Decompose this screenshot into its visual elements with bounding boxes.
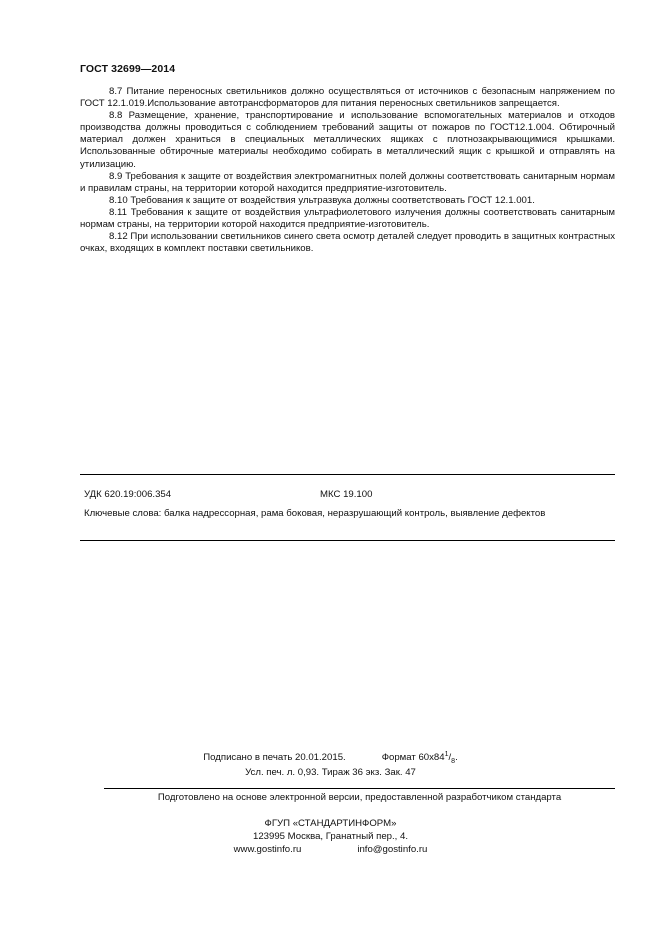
- document-header: ГОСТ 32699—2014: [80, 63, 176, 75]
- publisher-contacts: [0, 844, 661, 855]
- publisher-website[interactable]: www.gostinfo.ru: [233, 844, 302, 855]
- imprint-signed-line: [0, 752, 661, 763]
- signed-date: Подписано в печать 20.01.2015.: [203, 752, 346, 763]
- publisher-address: 123995 Москва, Гранатный пер., 4.: [253, 831, 408, 842]
- section-8-text: [80, 86, 615, 255]
- format-suffix: .: [455, 752, 458, 763]
- imprint-print-line: Усл. печ. л. 0,93. Тираж 36 экз. Зак. 47: [245, 767, 416, 778]
- mks-code: МКС 19.100: [320, 489, 373, 500]
- keywords: Ключевые слова: балка надрессорная, рама боковая, неразрушающий контроль, выявление дефектов: [84, 508, 546, 519]
- format-prefix: Формат 60x84: [381, 752, 445, 763]
- udk-code: УДК 620.19:006.354: [84, 489, 172, 500]
- paragraph-8-9: 8.9 Требования к защите от воздействия электромагнитных полей должны соответствовать санитарным нормам и правилам страны, на территории которой находится предприятие-изготовитель.: [80, 170, 615, 194]
- classification-box: [80, 474, 615, 541]
- paper-format: Формат $60x84^1/_8$.: [381, 750, 458, 765]
- paragraph-8-11: 8.11 Требования к защите от воздействия ультрафиолетового излучения должны соответствовать санитарным нормам страны, на территории которой находится предприятие-изготовитель.: [80, 206, 615, 231]
- publisher-name: ФГУП «СТАНДАРТИНФОРМ»: [264, 818, 397, 829]
- paragraph-8-7: 8.7 Питание переносных светильников должно осуществляться от источников с безопасным напряжением по ГОСТ 12.1.019.Использование автотрансформаторов для питания переносных светильников запрещается.: [80, 86, 615, 110]
- publisher-email[interactable]: info@gostinfo.ru: [357, 844, 428, 855]
- prepared-note: Подготовлено на основе электронной версии, предоставленной разработчиком стандарта: [157, 792, 562, 803]
- format-sub: 8: [451, 757, 456, 765]
- paragraph-8-10: 8.10 Требования к защите от воздействия ультразвука должны соответствовать ГОСТ 12.1.001.: [109, 194, 535, 206]
- format-sup: 1: [444, 750, 449, 758]
- divider: [104, 788, 615, 789]
- paragraph-8-12: 8.12 При использовании светильников синего света осмотр деталей следует проводить в защитных контрастных очках, входящих в комплект поставки светильников.: [80, 231, 615, 255]
- paragraph-8-8: 8.8 Размещение, хранение, транспортирование и использование вспомогательных материалов и отходов производства должны проводиться с соблюдением требований защиты от пожаров по ГОСТ12.1.004. Обтирочный материал должен храниться в специальных металлических ящиках с плотнозакрывающимися крышками. Использованные обтирочные материалы необходимо собирать в металлический ящик с крышкой и отправлять на утилизацию.: [80, 110, 615, 170]
